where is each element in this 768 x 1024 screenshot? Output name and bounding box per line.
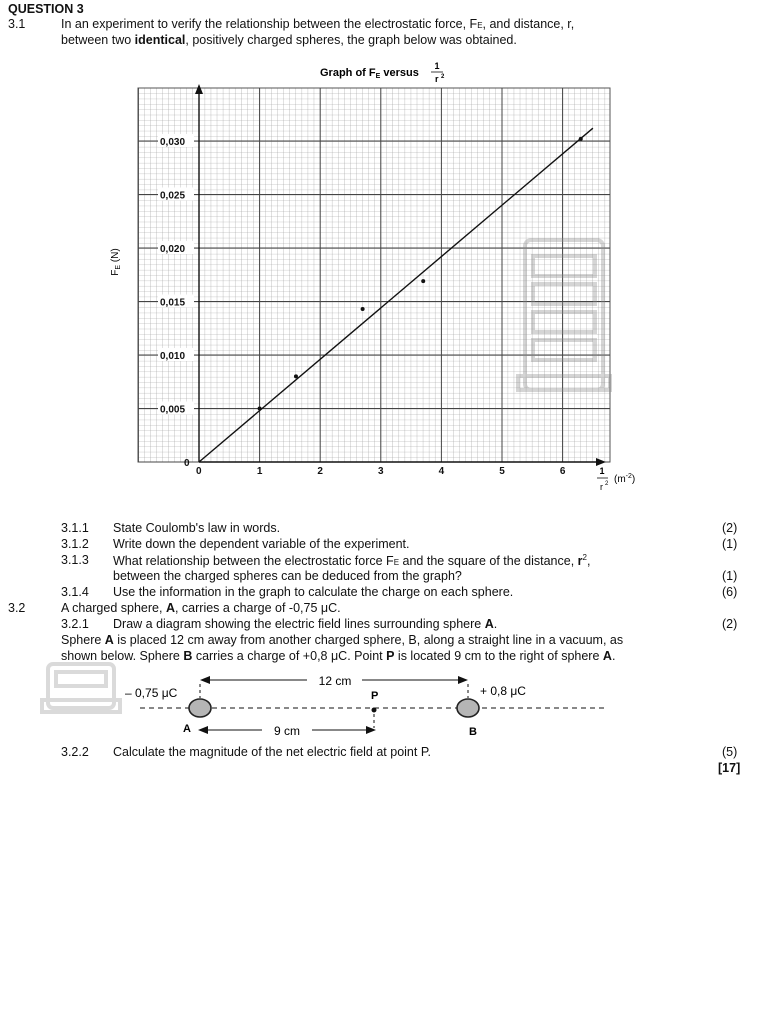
total-marks: [17] [718,761,741,775]
data-point [258,407,262,411]
svg-text:(m-2): $(m^{-2})$ [614,473,636,485]
sphere-b [457,699,479,717]
x-tick-label: 1 [256,466,263,477]
y-tick-label: 0,025 [160,190,186,202]
svg-text:2: 2 [605,481,609,487]
x-tick-label: 3 [378,466,384,477]
q322-number: 3.2.2 [61,745,89,759]
q311-text: State Coulomb's law in words. [113,521,281,535]
q322-text: Calculate the magnitude of the net electric field at point P. [113,745,432,759]
q312-marks: (1) [722,537,738,551]
y-axis-label [110,248,122,275]
q31-line1: In an experiment to verify the relationship between the electrostatic force, FE, and distance, r, [61,17,575,31]
graph-title [320,61,445,84]
q31-line2: between two identical, positively charged spheres, the graph below was obtained. [61,33,517,47]
data-point [361,307,365,311]
charge-a-label: – 0,75 μC [125,686,178,700]
q321-number: 3.2.1 [61,617,89,631]
x-origin-label: 0 [196,466,202,477]
svg-text:2: 2 [441,74,445,80]
sphere-a-label: A [183,723,191,735]
y-tick-label: 0,030 [160,137,186,148]
y-tick-label: 0,010 [160,351,186,362]
point-p-label: P [371,690,379,702]
q32-paragraph-line1: Sphere A is placed 12 cm away from another charged sphere, B, along a straight line in a vacuum, as [61,633,624,647]
q31-number: 3.1 [8,17,26,31]
q311-number: 3.1.1 [61,521,89,535]
svg-text:r: r [600,482,603,492]
q313-marks: (1) [722,569,738,583]
svg-text:r: r [435,74,439,84]
q312-number: 3.1.2 [61,537,89,551]
q311-marks: (2) [722,521,738,535]
q313-number: 3.1.3 [61,553,89,567]
x-tick-label: 6 [559,466,566,477]
q314-number: 3.1.4 [61,585,89,599]
q313-text-line2: between the charged spheres can be deduced from the graph? [113,569,462,583]
sphere-b-label: B [469,726,477,738]
q32-intro: A charged sphere, A, carries a charge of -0,75 μC. [61,601,341,615]
distance-ab-label: 12 cm [318,674,352,688]
q321-marks: (2) [722,617,738,631]
q32-paragraph-line2: shown below. Sphere B carries a charge of +0,8 μC. Point P is located 9 cm to the right of sphere A. [61,649,616,663]
data-point [294,374,298,378]
q314-marks: (6) [722,585,738,599]
q321-text: Draw a diagram showing the electric field lines surrounding sphere A. [113,617,498,631]
q312-text: Write down the dependent variable of the experiment. [113,537,410,551]
y-tick-label: 0,005 [160,404,186,416]
charge-b-label: + 0,8 μC [480,684,526,698]
y-origin-label: 0 [184,458,190,469]
x-tick-label: 4 [438,466,445,477]
sphere-a [189,699,211,717]
distance-ap-label: 9 cm [273,724,301,738]
x-axis-label [597,466,635,492]
svg-text:1: 1 [599,466,605,476]
svg-text:1: 1 [434,61,440,71]
data-point [579,137,583,141]
x-tick-label: 5 [499,466,505,477]
y-tick-label: 0,015 [160,297,186,309]
q313-text: What relationship between the electrostatic force FE and the square of the distance, $r^2$, [113,553,591,569]
q32-number: 3.2 [8,601,26,615]
watermark-building-small-icon [42,664,120,712]
spheres-diagram [0,660,768,745]
q314-text: Use the information in the graph to calculate the charge on each sphere. [113,585,514,599]
svg-text:Graph of FE versus: Graph of FE versus [320,67,419,80]
y-tick-label: 0,020 [160,244,186,255]
x-tick-label: 2 [317,466,323,477]
point-p [372,708,377,713]
svg-text:FE (N): $F_E$ (N) [110,248,122,276]
data-point [421,279,425,283]
q322-marks: (5) [722,745,738,759]
question-heading: QUESTION 3 [8,2,84,16]
